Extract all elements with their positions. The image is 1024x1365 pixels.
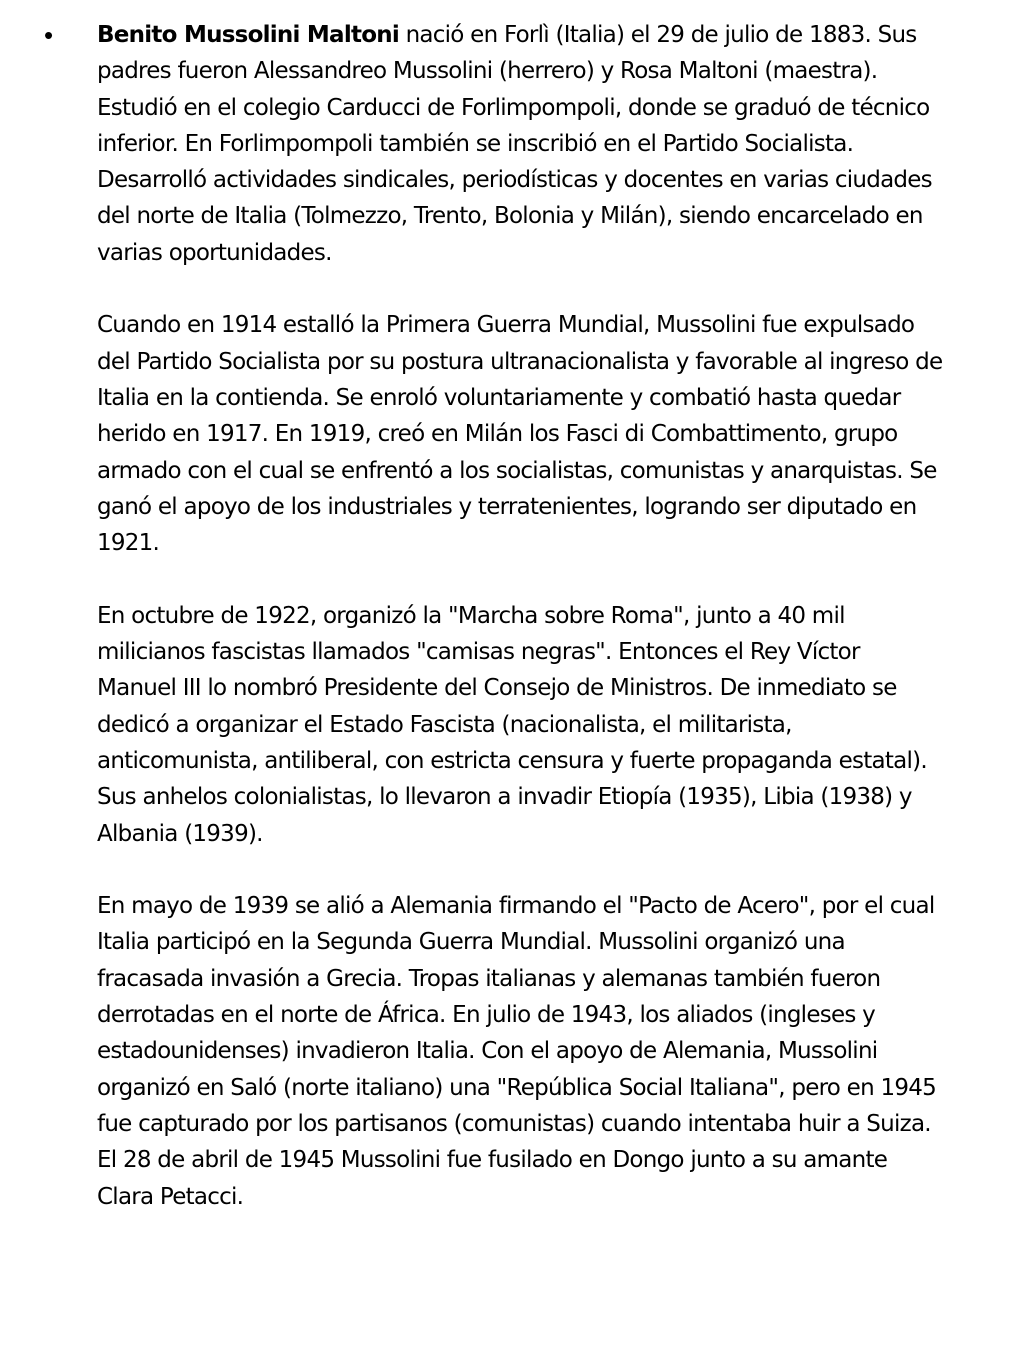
biography-text xyxy=(97,17,945,1215)
paragraph-birth xyxy=(97,17,945,271)
paragraph-birth-text: nació en Forlì (Italia) el 29 de julio de 1883. Sus padres fueron Alessandreo Mussolini (herrero) y Rosa Maltoni (maestra). Estudió en el colegio Carducci de Forlimpompoli, donde se graduó de técnico inferior. En Forlimpompoli también se inscribió en el Partido Socialista. Desarrolló actividades sindicales, periodísticas y docentes en varias ciudades del norte de Italia (Tolmezzo, Trento, Bolonia y Milán), siendo encarcelado en varias oportunidades. xyxy=(97,22,932,266)
paragraph-first-world-war: Cuando en 1914 estalló la Primera Guerra Mundial, Mussolini fue expulsado del Partido Socialista por su postura ultranacionalista y favorable al ingreso de Italia en la contienda. Se enroló voluntariamente y combatió hasta quedar herido en 1917. En 1919, creó en Milán los Fasci di Combattimento, grupo armado con el cual se enfrentó a los socialistas, comunistas y anarquistas. Se ganó el apoyo de los industriales y terratenientes, logrando ser diputado en 1921. xyxy=(97,312,943,557)
paragraph-march-on-rome: En octubre de 1922, organizó la "Marcha sobre Roma", junto a 40 mil milicianos fascistas llamados "camisas negras". Entonces el Rey Víctor Manuel III lo nombró Presidente del Consejo de Ministros. De inmediato se dedicó a organizar el Estado Fascista (nacionalista, el militarista, anticomunista, antiliberal, con estricta censura y fuerte propaganda estatal). Sus anhelos colonialistas, lo llevaron a invadir Etiopía (1935), Libia (1938) y Albania (1939). xyxy=(97,602,927,847)
paragraph-second-world-war: En mayo de 1939 se alió a Alemania firmando el "Pacto de Acero", por el cual Italia participó en la Segunda Guerra Mundial. Mussolini organizó una fracasada invasión a Grecia. Tropas italianas y alemanas también fueron derrotadas en el norte de África. En julio de 1943, los aliados (ingleses y estadounidenses) invadieron Italia. Con el apoyo de Alemania, Mussolini organizó en Saló (norte italiano) una "República Social Italiana", pero en 1945 fue capturado por los partisanos (comunistas) cuando intentaba huir a Suiza. El 28 de abril de 1945 Mussolini fue fusilado en Dongo junto a su amante Clara Petacci. xyxy=(97,893,937,1210)
person-name: Benito Mussolini Maltoni xyxy=(97,22,400,48)
bullet-point: • xyxy=(44,20,54,50)
